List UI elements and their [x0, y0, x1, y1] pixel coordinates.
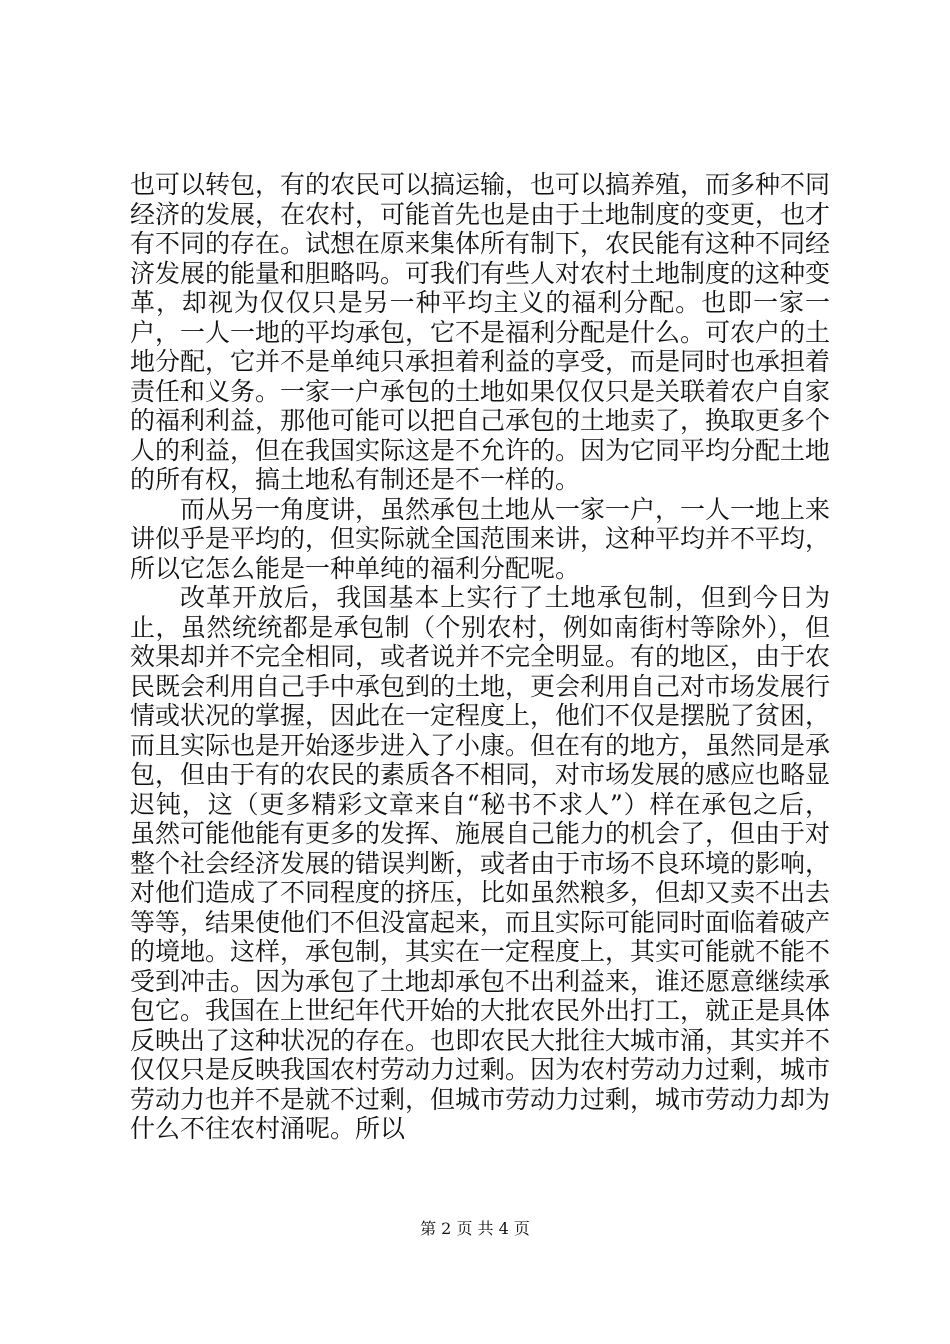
page-footer: 第 2 页 共 4 页 [420, 1219, 530, 1238]
paragraph-3: 改革开放后，我国基本上实行了土地承包制，但到今日为止，虽然统统都是承包制（个别农村，例如南街村等除外），但效果却并不完全相同，或者说并不完全明显。有的地区，由于农民既会利用自己手中承包到的土地，更会利用自己对市场发展行情或状况的掌握，因此在一定程度上，他们不仅是摆脱了贫困，而且实际也是开始逐步进入了小康。但在有的地方，虽然同是承包，但由于有的农民的素质各不相同，对市场发展的感应也略显迟钝，这（更多精彩文章来自“秘书不求人”）样在承包之后，虽然可能他能有更多的发挥、施展自己能力的机会了，但由于对整个社会经济发展的错误判断，或者由于市场不良环境的影响，对他们造成了不同程度的挤压，比如虽然粮多，但却又卖不出去等等，结果使他们不但没富起来，而且实际可能同时面临着破产的境地。这样，承包制，其实在一定程度上，其实可能就不能不受到冲击。因为承包了土地却承包不出利益来，谁还愿意继续承包它。我国在上世纪年代开始的大批农民外出打工，就正是具体反映出了这种状况的存在。也即农民大批往大城市涌，其实并不仅仅只是反映我国农村劳动力过剩。因为农村劳动力过剩，城市劳动力也并不是就不过剩，但城市劳动力过剩，城市劳动力却为什么不往农村涌呢。所以 [130, 583, 831, 1143]
document-body [130, 170, 830, 1144]
paragraph-2: 而从另一角度讲，虽然承包土地从一家一户，一人一地上来讲似乎是平均的，但实际就全国范围来讲，这种平均并不平均，所以它怎么能是一种单纯的福利分配呢。 [130, 494, 831, 583]
paragraph-1: 也可以转包，有的农民可以搞运输，也可以搞养殖，而多种不同经济的发展，在农村，可能首先也是由于土地制度的变更，也才有不同的存在。试想在原来集体所有制下，农民能有这种不同经济发展的能量和胆略吗。可我们有些人对农村土地制度的这种变革，却视为仅仅只是另一种平均主义的福利分配。也即一家一户，一人一地的平均承包，它不是福利分配是什么。可农户的土地分配，它并不是单纯只承担着利益的享受，而是同时也承担着责任和义务。一家一户承包的土地如果仅仅只是关联着农户自家的福利利益，那他可能可以把自己承包的土地卖了，换取更多个人的利益，但在我国实际这是不允许的。因为它同平均分配土地的所有权，搞土地私有制还是不一样的。 [130, 170, 831, 494]
